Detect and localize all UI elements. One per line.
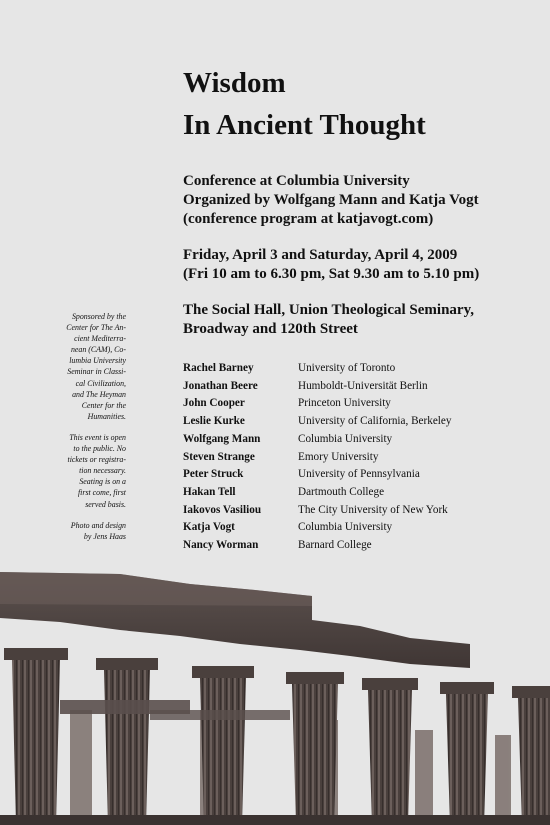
public-line: Seating is on a xyxy=(79,477,126,487)
sponsor-line: Sponsored by the xyxy=(71,312,126,321)
speaker-name: Nancy Worman xyxy=(183,539,259,552)
speaker-row xyxy=(183,431,451,449)
credit-note xyxy=(20,520,126,542)
venue-line-1: The Social Hall, Union Theological Seminary, xyxy=(183,302,475,318)
speaker-affiliation: University of Toronto xyxy=(298,362,396,374)
sponsor-line: cient Mediterra- xyxy=(74,334,126,344)
speaker-row xyxy=(183,519,451,537)
sponsor-line: lumbia University xyxy=(69,356,126,366)
speaker-row xyxy=(183,395,451,413)
sidebar-notes xyxy=(20,311,126,552)
sponsor-line: Center for The An- xyxy=(66,323,126,333)
speaker-row xyxy=(183,413,451,431)
speaker-name: Hakan Tell xyxy=(183,485,236,498)
speaker-affiliation: University of California, Berkeley xyxy=(298,415,452,428)
speaker-row xyxy=(183,502,451,520)
dates-block xyxy=(183,246,479,284)
speaker-name: Leslie Kurke xyxy=(183,415,245,428)
speaker-row xyxy=(183,537,451,555)
organizer-line-1: Conference at Columbia University xyxy=(183,173,410,189)
conference-title xyxy=(183,62,426,146)
speaker-row xyxy=(183,484,451,502)
public-access-note xyxy=(20,432,126,510)
credit-line: Photo and design xyxy=(70,520,126,530)
speaker-name: Wolfgang Mann xyxy=(183,432,261,445)
public-line: tickets or registra- xyxy=(67,455,126,465)
speaker-name: Steven Strange xyxy=(183,450,255,463)
speaker-list xyxy=(183,360,451,555)
public-line: served basis. xyxy=(85,499,126,509)
speaker-affiliation: Princeton University xyxy=(298,397,391,410)
credit-line: by Jens Haas xyxy=(83,531,126,541)
speaker-name: Jonathan Beere xyxy=(183,379,258,392)
organizer-block xyxy=(183,172,479,229)
public-line: first come, first xyxy=(77,488,126,498)
speaker-row xyxy=(183,466,451,484)
sponsor-line: Humanities. xyxy=(87,411,126,421)
venue-block xyxy=(183,301,474,339)
sponsor-line: Seminar in Classi- xyxy=(67,367,126,377)
organizer-line-3: (conference program at katjavogt.com) xyxy=(183,211,434,227)
speaker-affiliation: University of Pennsylvania xyxy=(298,468,420,481)
sponsor-note xyxy=(20,311,126,422)
speaker-affiliation: Humboldt-Universität Berlin xyxy=(298,379,428,392)
speaker-name: Peter Struck xyxy=(183,468,244,481)
speaker-row xyxy=(183,378,451,396)
date-line-2: (Fri 10 am to 6.30 pm, Sat 9.30 am to 5.10 pm) xyxy=(183,266,480,282)
speaker-name: Iakovos Vasiliou xyxy=(183,503,262,516)
speaker-affiliation: Dartmouth College xyxy=(298,485,385,498)
speaker-affiliation: Columbia University xyxy=(298,432,393,445)
sponsor-line: nean (CAM), Co- xyxy=(70,345,126,355)
speaker-name: Katja Vogt xyxy=(183,521,235,534)
speaker-affiliation: The City University of New York xyxy=(298,503,448,516)
date-line-1: Friday, April 3 and Saturday, April 4, 2009 xyxy=(183,247,458,263)
speaker-row xyxy=(183,360,451,378)
sponsor-line: Center for the xyxy=(81,400,126,410)
sponsor-line: cal Civilization, xyxy=(75,378,126,388)
title-line-1: Wisdom xyxy=(183,67,286,99)
speaker-affiliation: Barnard College xyxy=(298,539,372,552)
speaker-affiliation: Columbia University xyxy=(298,521,393,534)
public-line: This event is open xyxy=(69,432,126,442)
public-line: to the public. No xyxy=(73,444,126,454)
title-line-2: In Ancient Thought xyxy=(183,109,426,141)
organizer-line-2: Organized by Wolfgang Mann and Katja Vogt xyxy=(183,192,479,208)
speaker-affiliation: Emory University xyxy=(298,450,379,463)
speaker-row xyxy=(183,449,451,467)
temple-columns-image xyxy=(0,560,550,825)
venue-line-2: Broadway and 120th Street xyxy=(183,321,358,337)
speaker-name: John Cooper xyxy=(183,397,245,410)
sponsor-line: and The Heyman xyxy=(72,389,126,399)
speaker-name: Rachel Barney xyxy=(183,362,254,374)
public-line: tion necessary. xyxy=(79,466,126,476)
